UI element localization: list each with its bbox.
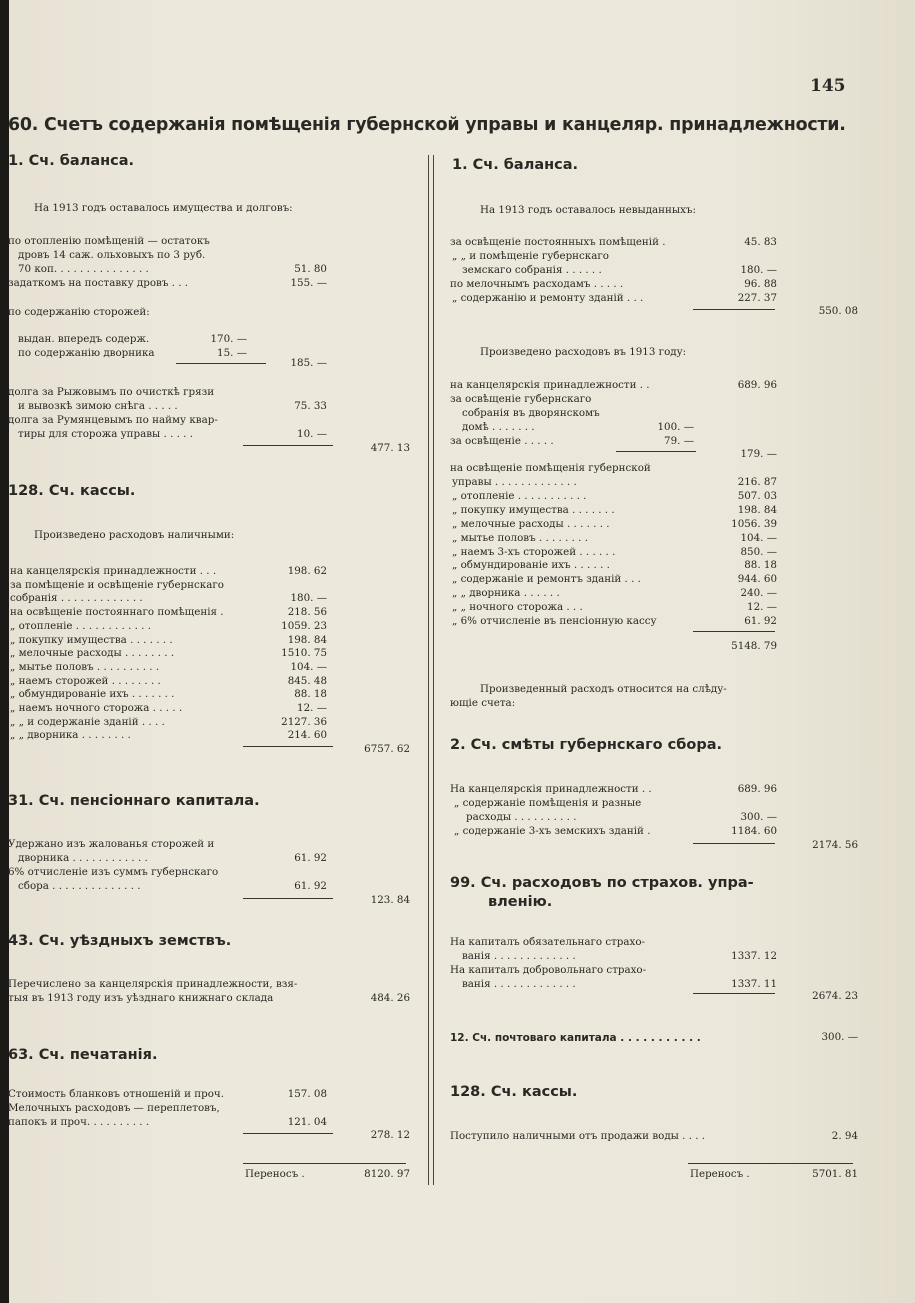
subtotal-amount: 185. — [290,357,327,369]
entry-label: долга за Рыжовымъ по очисткѣ грязи [8,386,215,398]
section-intro: На 1913 годъ оставалось имущества и долговъ: [34,202,293,214]
entry-amount: 850. — [740,545,777,558]
entry-amount: 845. 48 [287,674,327,687]
section-heading: 1. Сч. баланса. [452,157,579,173]
entry-amount: 240. — [740,587,777,600]
total-rule [243,898,333,899]
note-text: ющіе счета: [450,697,516,709]
entry-label: „ покупку имущества . . . . . . . [10,633,173,646]
section-heading: 2. Сч. смѣты губернскаго сбора. [450,737,723,753]
page-title: 60. Счетъ содержанія помѣщенія губернской управы и канцеляр. принадлежности. [8,115,846,135]
entry-amount: 1337. 11 [731,978,777,990]
entry-amount: 198. 84 [737,503,777,516]
section-total: 6757. 62 [364,743,410,755]
entry-amount: 121. 04 [287,1116,327,1128]
entry-amount: 2127. 36 [281,715,327,728]
carry-forward-label: Переносъ . [245,1168,305,1180]
entry-label: „ „ и помѣщеніе губернскаго [452,250,609,262]
section-total: 5148. 79 [731,640,777,652]
entry-amount: 61. 92 [294,852,327,864]
section-heading: 31. Сч. пенсіоннаго капитала. [8,793,260,809]
column-divider [428,155,429,1185]
section-heading: 128. Сч. кассы. [450,1084,578,1100]
entry-amount: 51. 80 [294,263,327,275]
entry-amount: 1184. 60 [731,825,777,837]
entry-amount: 180. — [290,592,327,605]
section-heading: 128. Сч. кассы. [8,483,136,499]
entry-label: На канцелярскія принадлежности . . [450,783,652,795]
entry-label: на канцелярскія принадлежности . . . [10,565,217,577]
entry-amount: 689. 96 [737,379,777,391]
entry-amount: 1337. 12 [731,950,777,962]
entry-label: задаткомъ на поставку дровъ . . . [8,277,189,289]
entry-label: за помѣщеніе и освѣщеніе губернскаго [10,578,224,591]
entry-label: 6% отчисленіе изъ суммъ губернскаго [8,866,219,878]
entry-label: домѣ . . . . . . . [462,421,535,433]
entry-label: Перечислено за канцелярскія принадлежности, взя- [8,978,298,990]
entry-amount: 104. — [290,660,327,673]
entry-label: собранія въ дворянскомъ [462,407,600,419]
entry-label: папокъ и проч. . . . . . . . . . [8,1116,150,1128]
section-intro: На 1913 годъ оставалось невыданныхъ: [480,204,696,216]
total-rule [243,445,333,446]
entry-label: по мелочнымъ расходамъ . . . . . [450,278,624,290]
entry-label: „ содержанію и ремонту зданій . . . [452,292,644,304]
entry-amount: 214. 60 [287,729,327,742]
entry-label: земскаго собранія . . . . . . [462,264,602,276]
entry-amount: 1059. 23 [281,619,327,632]
entry-label: ванія . . . . . . . . . . . . . [462,950,576,962]
entry-label: На капиталъ обязательнаго страхо- [450,936,646,948]
total-rule [693,843,775,844]
entry-amount: 170. — [210,333,247,345]
entry-amount: 88. 18 [294,688,327,701]
entry-amount: 689. 96 [737,783,777,795]
entry-label: „ мелочные расходы . . . . . . . [452,517,610,530]
entry-amount: 944. 60 [737,573,777,586]
entry-label: на освѣщеніе постояннаго помѣщенія . [10,606,224,619]
carry-rule [688,1163,853,1164]
entry-label: выдан. впередъ содерж. [18,333,150,345]
subtotal-rule [616,451,696,452]
entry-label: „ „ дворника . . . . . . . . [10,729,131,742]
section-heading: 43. Сч. уѣздныхъ земствъ. [8,933,232,949]
section-total: 2674. 23 [812,990,858,1002]
entry-label: „ отопленіе . . . . . . . . . . . . [10,619,152,632]
entry-amount: 484. 26 [370,992,410,1004]
section-heading: 99. Сч. расходовъ по страхов. упра- [450,875,754,891]
entry-label: тиры для сторожа управы . . . . . [18,428,193,440]
entry-amount: 218. 56 [287,606,327,619]
entry-label: „ покупку имущества . . . . . . . [452,503,615,516]
section-heading: вленію. [488,894,553,910]
total-rule [243,1133,333,1134]
entry-amount: 155. — [290,277,327,289]
carry-forward-amount: 8120. 97 [364,1168,410,1180]
section-heading: 1. Сч. баланса. [8,153,135,169]
section-total: 550. 08 [818,305,858,317]
subtotal-amount: 179. — [740,448,777,460]
total-rule [243,746,333,747]
entry-label: по отопленію помѣщеній — остатокъ [8,235,210,247]
section-total: 2174. 56 [812,839,858,851]
entry-amount: 300. — [740,811,777,823]
section-total: 477. 13 [370,442,410,454]
entry-label: тыя въ 1913 году изъ уѣзднаго книжнаго склада [8,992,274,1004]
entry-label: по содержанію сторожей: [8,306,150,318]
entry-amount: 157. 08 [287,1088,327,1100]
entry-label: „ содержаніе и ремонтъ зданій . . . [452,573,641,586]
entry-amount: 79. — [664,435,694,447]
subtotal-rule [176,363,266,364]
section-total: 278. 12 [370,1129,410,1141]
entry-label: На капиталъ добровольнаго страхо- [450,964,647,976]
entry-amount: 1056. 39 [731,517,777,530]
entry-amount: 216. 87 [737,476,777,488]
entry-amount: 1510. 75 [281,647,327,660]
section-intro: Произведено расходовъ въ 1913 году: [480,346,687,358]
entry-amount: 61. 92 [294,880,327,892]
section-heading: 12. Сч. почтоваго капитала . . . . . . . . . . . [450,1032,701,1044]
entry-label: за освѣщеніе постоянныхъ помѣщеній . [450,236,666,248]
entry-label: „ „ дворника . . . . . . [452,587,560,600]
entry-label: за освѣщеніе губернскаго [450,393,592,405]
entry-label: и вывозкѣ зимою снѣга . . . . . [18,400,178,412]
entry-label: ванія . . . . . . . . . . . . . [462,978,576,990]
entry-amount: 100. — [657,421,694,433]
entry-label: дровъ 14 саж. ольховыхъ по 3 руб. [18,249,206,261]
entry-label: „ наемъ 3-хъ сторожей . . . . . . [452,545,616,558]
total-rule [693,309,775,310]
entry-amount: 198. 84 [287,633,327,646]
entry-label: „ обмундированіе ихъ . . . . . . [452,559,610,572]
entry-label: „ мелочные расходы . . . . . . . . [10,647,175,660]
entry-amount: 12. — [747,601,777,614]
carry-forward-label: Переносъ . [690,1168,750,1180]
entry-label: „ 6% отчисленіе въ пенсіонную кассу [452,615,657,627]
entry-label: „ содержаніе помѣщенія и разные [454,797,642,809]
entry-label: по содержанію дворника [18,347,155,359]
entry-label: дворника . . . . . . . . . . . . [18,852,148,864]
entry-label: „ отопленіе . . . . . . . . . . . [452,489,587,502]
entry-label: за освѣщеніе . . . . . [450,435,554,447]
section-total: 2. 94 [831,1130,858,1142]
entry-label: долга за Румянцевымъ по найму квар- [8,414,218,426]
carry-rule [243,1163,406,1164]
entry-label: расходы . . . . . . . . . . [466,811,577,823]
entry-label: управы . . . . . . . . . . . . . [452,476,577,488]
entry-amount: 88. 18 [744,559,777,572]
entry-label: Поступило наличными отъ продажи воды . . . . [450,1130,706,1142]
entry-label: „ „ и содержаніе зданій . . . . [10,715,165,728]
entry-amount: 198. 62 [287,565,327,577]
entry-label: сбора . . . . . . . . . . . . . . [18,880,141,892]
entry-amount: 12. — [297,702,327,714]
carry-forward-amount: 5701. 81 [812,1168,858,1180]
entry-amount: 10. — [297,428,327,440]
entry-label: „ содержаніе 3-хъ земскихъ зданій . [454,825,651,837]
entry-amount: 61. 92 [744,615,777,627]
note-text: Произведенный расходъ относится на слѣду- [480,683,727,695]
entry-label: „ наемъ сторожей . . . . . . . . [10,674,161,687]
column-divider [433,155,434,1185]
entry-label: Мелочныхъ расходовъ — переплетовъ, [8,1102,220,1114]
section-total: 123. 84 [370,894,410,906]
entry-amount: 96. 88 [744,278,777,290]
entry-amount: 180. — [740,264,777,276]
entry-label: „ наемъ ночного сторожа . . . . . [10,702,183,714]
entry-amount: 104. — [740,531,777,544]
entry-amount: 507. 03 [737,489,777,502]
entry-label: „ „ ночного сторожа . . . [452,601,583,614]
total-rule [693,993,775,994]
section-total: 300. — [821,1031,858,1043]
entry-label: „ мытье половъ . . . . . . . . . . [10,660,160,673]
section-heading: 63. Сч. печатанія. [8,1047,158,1063]
entry-amount: 227. 37 [737,292,777,304]
entry-label: 70 коп. . . . . . . . . . . . . . . [18,263,149,275]
page-number: 145 [810,76,846,96]
entry-label: на канцелярскія принадлежности . . [450,379,650,391]
entry-label: Стоимость бланковъ отношеній и проч. [8,1088,224,1100]
entry-label: собранія . . . . . . . . . . . . . [10,592,143,605]
entry-label: „ обмундированіе ихъ . . . . . . . [10,688,175,701]
entry-amount: 45. 83 [744,236,777,248]
entry-label: на освѣщеніе помѣщенія губернской [450,462,651,474]
total-rule [693,631,775,632]
entry-amount: 75. 33 [294,400,327,412]
section-intro: Произведено расходовъ наличными: [34,529,235,541]
entry-amount: 15. — [217,347,247,359]
entry-label: „ мытье половъ . . . . . . . . [452,531,589,544]
entry-label: Удержано изъ жалованья сторожей и [8,838,215,850]
